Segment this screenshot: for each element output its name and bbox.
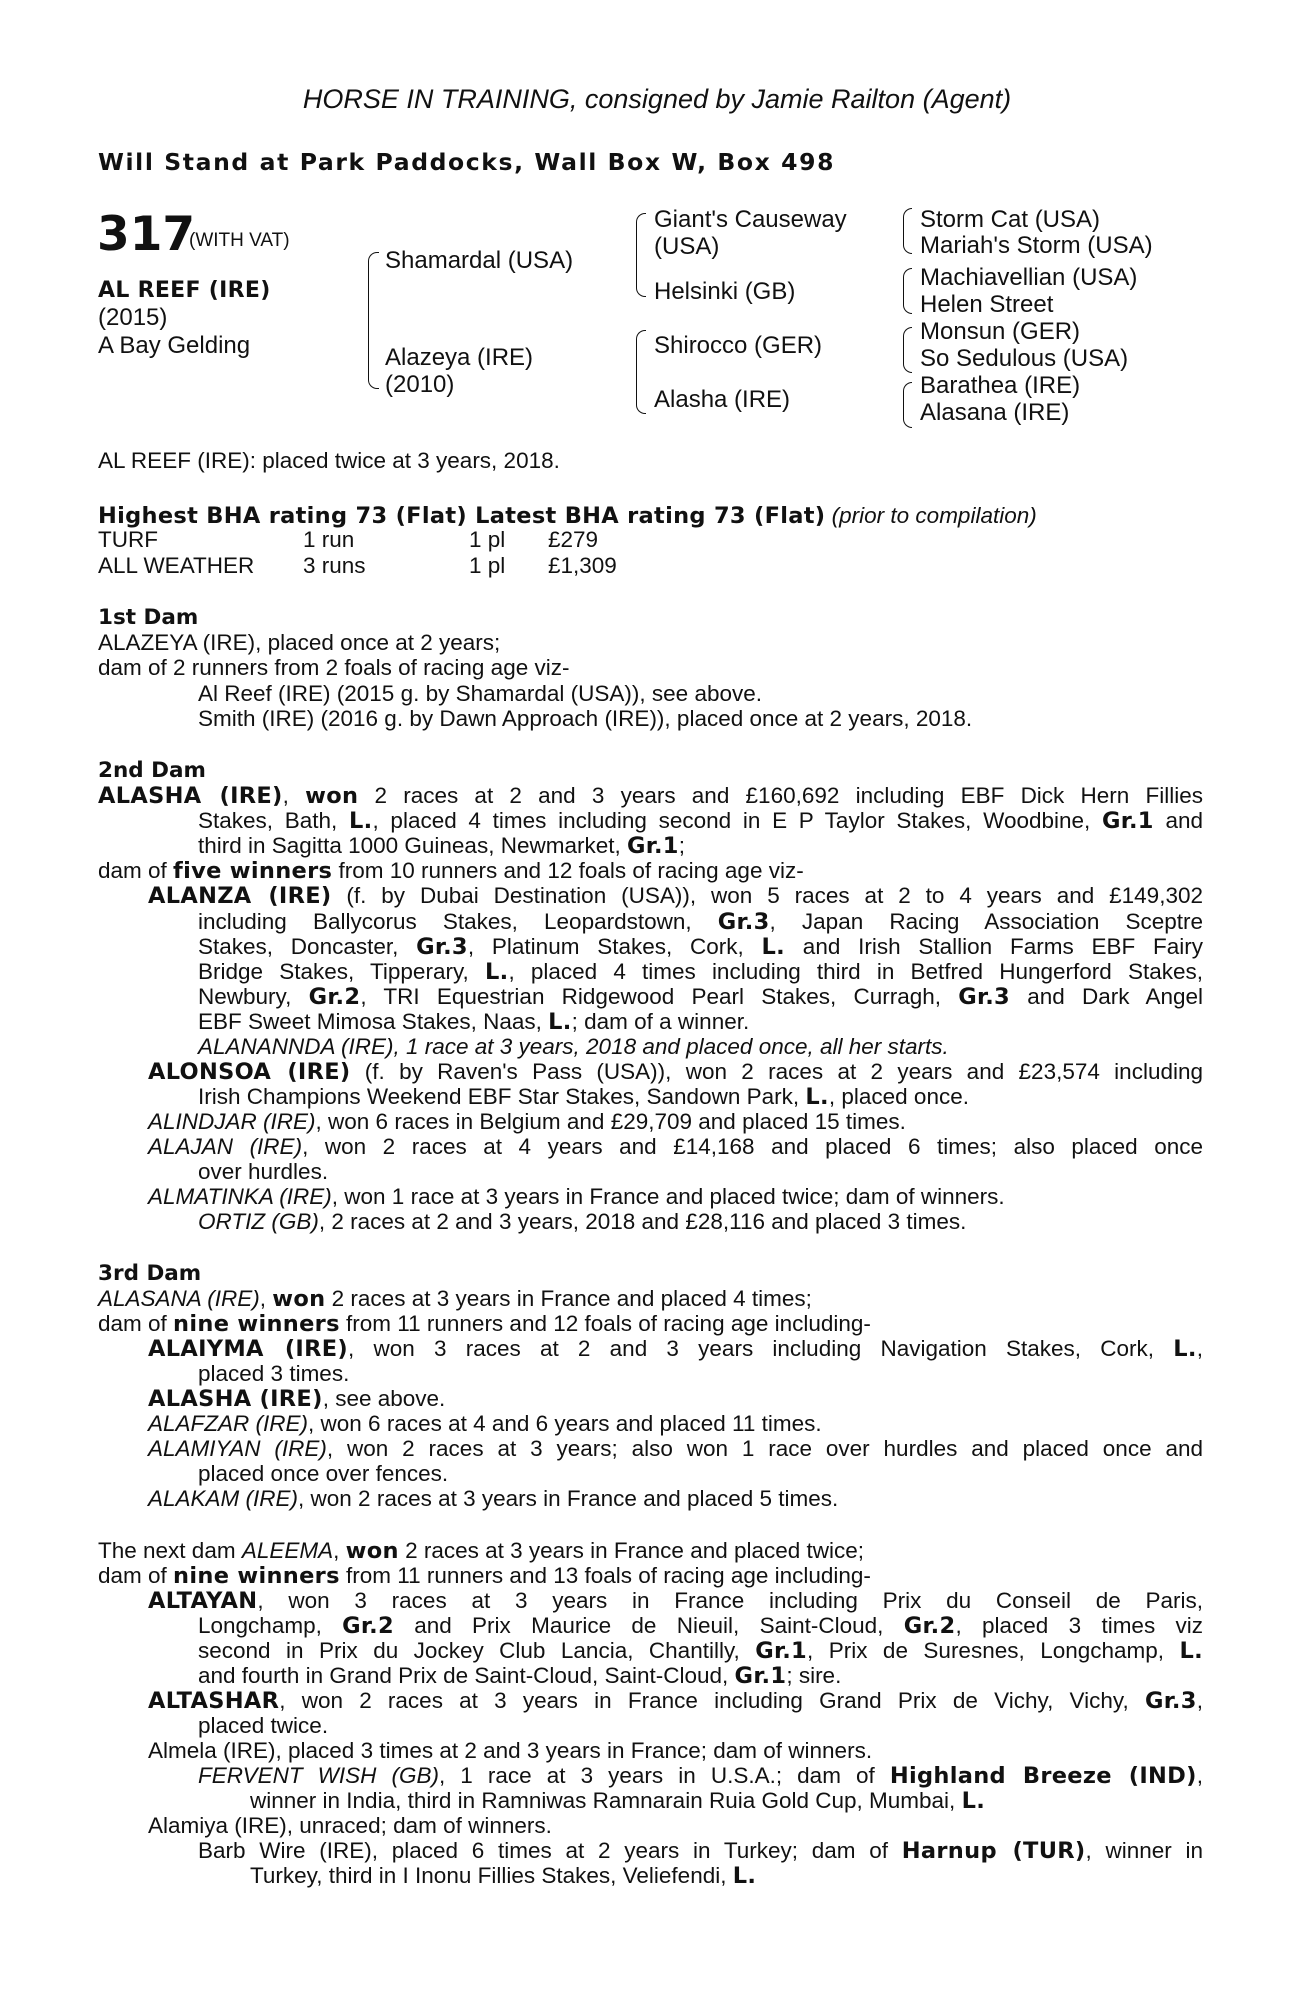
rating-note: (prior to compilation) bbox=[831, 503, 1037, 528]
pedigree-dam-dam: Alasha (IRE) bbox=[654, 386, 791, 413]
text-segment: Longchamp, bbox=[198, 1613, 343, 1638]
third-dam-line bbox=[148, 1486, 1203, 1511]
third-dam-line bbox=[148, 1386, 1203, 1412]
bold-text: ALANZA (IRE) bbox=[148, 883, 332, 909]
first-dam-line: ALAZEYA (IRE), placed once at 2 years; bbox=[98, 630, 501, 655]
fourth-dam-line bbox=[198, 1663, 1203, 1689]
pedigree-brace-sire bbox=[636, 213, 646, 297]
text-segment: , placed 3 times viz bbox=[955, 1613, 1203, 1638]
text-segment: , bbox=[1196, 1763, 1203, 1788]
second-dam-line bbox=[198, 1209, 1203, 1234]
third-dam-heading: 3rd Dam bbox=[98, 1261, 202, 1286]
bold-text: L. bbox=[761, 934, 786, 960]
italic-text: ORTIZ (GB) bbox=[198, 1209, 319, 1234]
bold-text: nine winners bbox=[173, 1563, 340, 1589]
fourth-dam-line bbox=[198, 1713, 1203, 1738]
pedigree-g1: Storm Cat (USA) bbox=[920, 206, 1101, 233]
pedigree-brace-g2 bbox=[903, 268, 912, 314]
pedigree-brace-g3 bbox=[903, 327, 912, 373]
second-dam-line bbox=[198, 1009, 1203, 1035]
third-dam-line bbox=[98, 1311, 1203, 1337]
bold-text: L. bbox=[805, 1084, 829, 1110]
consignor-title: HORSE IN TRAINING, consigned by Jamie Railton (Agent) bbox=[302, 84, 1012, 114]
italic-text: ALASANA (IRE) bbox=[98, 1286, 260, 1311]
pedigree-brace-dam bbox=[636, 330, 646, 414]
text-segment: placed 3 times. bbox=[198, 1361, 350, 1386]
record-placed: 1 pl bbox=[469, 553, 506, 578]
bold-text: Gr.1 bbox=[626, 833, 679, 859]
bold-text: won bbox=[345, 1538, 399, 1564]
second-dam-line bbox=[148, 1059, 1203, 1085]
pedigree-dam: Alazeya (IRE) bbox=[385, 344, 534, 371]
italic-text: ALAJAN (IRE) bbox=[148, 1134, 303, 1159]
text-segment: dam of bbox=[98, 1563, 174, 1588]
bold-text: L. bbox=[732, 1863, 757, 1889]
text-segment: and bbox=[1153, 808, 1204, 833]
text-segment: Bridge Stakes, Tipperary, bbox=[198, 959, 485, 984]
bold-text: ALAIYMA (IRE) bbox=[148, 1336, 348, 1362]
second-dam-line bbox=[198, 1159, 1203, 1184]
text-segment: from 10 runners and 12 foals of racing age viz- bbox=[332, 858, 804, 883]
text-segment: , won 6 races at 4 and 6 years and placed 11 times. bbox=[308, 1411, 822, 1436]
text-segment: , 2 races at 2 and 3 years, 2018 and £28,116 and placed 3 times. bbox=[318, 1209, 967, 1234]
text-segment: placed twice. bbox=[198, 1713, 329, 1738]
bold-text: Harnup (TUR) bbox=[901, 1838, 1086, 1864]
bold-text: ALONSOA (IRE) bbox=[148, 1059, 351, 1085]
record-prize: £279 bbox=[548, 527, 599, 552]
second-dam-line bbox=[148, 1109, 1203, 1134]
second-dam-line bbox=[198, 909, 1203, 935]
third-dam-line bbox=[198, 1461, 1203, 1486]
text-segment: , won 2 races at 3 years; also won 1 race over hurdles and placed once and bbox=[326, 1436, 1203, 1461]
pedigree-g2: Mariah's Storm (USA) bbox=[920, 232, 1153, 259]
bold-text: Gr.1 bbox=[755, 1638, 808, 1664]
bold-text: L. bbox=[961, 1788, 986, 1814]
second-dam-line bbox=[98, 783, 1203, 809]
record-placed: 1 pl bbox=[469, 527, 506, 552]
horse-name: AL REEF (IRE) bbox=[98, 278, 271, 303]
fourth-dam-line bbox=[198, 1638, 1203, 1664]
bold-text: Gr.1 bbox=[734, 1663, 787, 1689]
pedigree-sire-sire: Giant's Causeway bbox=[654, 206, 847, 233]
text-segment: , TRI Equestrian Ridgewood Pearl Stakes, Curragh, bbox=[360, 984, 959, 1009]
third-dam-line bbox=[148, 1336, 1203, 1362]
bold-text: ALTASHAR bbox=[148, 1688, 280, 1714]
italic-text: ALMATINKA (IRE) bbox=[148, 1184, 332, 1209]
text-segment: , won 6 races in Belgium and £29,709 and placed 15 times. bbox=[315, 1109, 906, 1134]
fourth-dam-line bbox=[148, 1588, 1203, 1614]
text-segment: placed once over fences. bbox=[198, 1461, 449, 1486]
italic-text: ALANANNDA (IRE) bbox=[198, 1034, 394, 1059]
bold-text: L. bbox=[1173, 1336, 1197, 1362]
pedigree-g4: Helen Street bbox=[920, 291, 1054, 318]
bold-text: nine winners bbox=[173, 1311, 340, 1337]
third-dam-line bbox=[148, 1436, 1203, 1461]
fourth-dam-line bbox=[198, 1763, 1203, 1789]
text-segment: 2 races at 3 years in France and placed twice; bbox=[398, 1538, 865, 1563]
text-segment: Newbury, bbox=[198, 984, 309, 1009]
bold-text: Gr.2 bbox=[308, 984, 361, 1010]
bold-text: L. bbox=[1179, 1638, 1203, 1664]
second-dam-line bbox=[198, 984, 1203, 1010]
pedigree-dam-year: (2010) bbox=[385, 371, 455, 398]
second-dam-line bbox=[198, 959, 1203, 985]
text-segment: second in Prix du Jockey Club Lancia, Chantilly, bbox=[198, 1638, 756, 1663]
bold-text: L. bbox=[348, 808, 373, 834]
text-segment: (f. by Dubai Destination (USA)), won 5 races at 2 to 4 years and £149,302 bbox=[331, 883, 1203, 908]
fourth-dam-line bbox=[250, 1788, 1203, 1814]
text-segment: EBF Sweet Mimosa Stakes, Naas, bbox=[198, 1009, 549, 1034]
bold-text: Gr.3 bbox=[717, 909, 770, 935]
text-segment: , Platinum Stakes, Cork, bbox=[467, 934, 762, 959]
fourth-dam-line bbox=[198, 1838, 1203, 1864]
text-segment: ; sire. bbox=[786, 1663, 842, 1688]
fourth-dam-line bbox=[148, 1738, 1203, 1763]
fourth-dam-line bbox=[198, 1613, 1203, 1639]
first-dam-heading: 1st Dam bbox=[98, 605, 199, 630]
bold-text: won bbox=[272, 1286, 326, 1312]
bold-text: won bbox=[305, 783, 359, 809]
text-segment: , placed once. bbox=[828, 1084, 969, 1109]
rating-text: Highest BHA rating 73 (Flat) Latest BHA rating 73 (Flat) bbox=[98, 503, 826, 529]
italic-text: ALAMIYAN (IRE) bbox=[148, 1436, 327, 1461]
text-segment: , Japan Racing Association Sceptre bbox=[769, 909, 1203, 934]
text-segment: 2 races at 2 and 3 years and £160,692 including EBF Dick Hern Fillies bbox=[358, 783, 1203, 808]
pedigree-brace-main bbox=[368, 252, 379, 389]
third-dam-line bbox=[198, 1361, 1203, 1386]
first-dam-produce: Smith (IRE) (2016 g. by Dawn Approach (IRE)), placed once at 2 years, 2018. bbox=[198, 706, 973, 731]
text-segment: Alamiya (IRE), unraced; dam of winners. bbox=[148, 1813, 552, 1838]
bold-text: ALTAYAN bbox=[148, 1588, 258, 1614]
record-runs: 1 run bbox=[303, 527, 355, 552]
second-dam-line bbox=[148, 883, 1203, 909]
text-segment: , won 2 races at 3 years in France and placed 5 times. bbox=[298, 1486, 839, 1511]
pedigree-brace-g1 bbox=[903, 208, 912, 254]
italic-text: ALINDJAR (IRE) bbox=[148, 1109, 316, 1134]
text-segment: from 11 runners and 13 foals of racing age including- bbox=[339, 1563, 871, 1588]
text-segment: , won 3 races at 3 years in France including Prix du Conseil de Paris, bbox=[257, 1588, 1203, 1613]
second-dam-line bbox=[98, 858, 1203, 884]
text-segment: Barb Wire (IRE), placed 6 times at 2 years in Turkey; dam of bbox=[198, 1838, 902, 1863]
record-surface: ALL WEATHER bbox=[98, 553, 255, 578]
third-dam-line bbox=[98, 1286, 1203, 1312]
pedigree-g8: Alasana (IRE) bbox=[920, 399, 1070, 426]
text-segment: , bbox=[282, 783, 306, 808]
text-segment: and Prix Maurice de Nieuil, Saint-Cloud, bbox=[393, 1613, 904, 1638]
bold-text: Gr.1 bbox=[1102, 808, 1154, 834]
fourth-dam-line bbox=[148, 1688, 1203, 1714]
pedigree-sire: Shamardal (USA) bbox=[385, 247, 574, 274]
text-segment: Irish Champions Weekend EBF Star Stakes, Sandown Park, bbox=[198, 1084, 806, 1109]
italic-text: ALAFZAR (IRE) bbox=[148, 1411, 309, 1436]
text-segment: Stakes, Bath, bbox=[198, 808, 349, 833]
text-segment: , winner in bbox=[1085, 1838, 1204, 1863]
italic-text: , 1 race at 3 years, 2018 and placed once, all her starts. bbox=[393, 1034, 949, 1059]
text-segment: winner in India, third in Ramniwas Ramnarain Ruia Gold Cup, Mumbai, bbox=[250, 1788, 962, 1813]
second-dam-line bbox=[198, 833, 1203, 859]
first-dam-produce: Al Reef (IRE) (2015 g. by Shamardal (USA)), see above. bbox=[198, 681, 762, 706]
italic-text: ALAKAM (IRE) bbox=[148, 1486, 299, 1511]
text-segment: , won 2 races at 4 years and £14,168 and placed 6 times; also placed once bbox=[302, 1134, 1203, 1159]
race-summary: AL REEF (IRE): placed twice at 3 years, 2018. bbox=[98, 448, 560, 473]
pedigree-g3: Machiavellian (USA) bbox=[920, 264, 1138, 291]
text-segment: , won 2 races at 3 years in France including Grand Prix de Vichy, Vichy, bbox=[279, 1688, 1145, 1713]
horse-description: A Bay Gelding bbox=[98, 332, 251, 359]
second-dam-line bbox=[148, 1184, 1203, 1209]
fourth-dam-line bbox=[250, 1863, 1203, 1889]
first-dam-line: dam of 2 runners from 2 foals of racing age viz- bbox=[98, 655, 570, 680]
text-segment: dam of bbox=[98, 858, 174, 883]
text-segment: , won 3 races at 2 and 3 years including Navigation Stakes, Cork, bbox=[347, 1336, 1174, 1361]
text-segment: Stakes, Doncaster, bbox=[198, 934, 417, 959]
text-segment: The next dam bbox=[98, 1538, 242, 1563]
bold-text: Gr.2 bbox=[342, 1613, 394, 1639]
italic-text: FERVENT WISH (GB) bbox=[198, 1763, 439, 1788]
stand-location: Will Stand at Park Paddocks, Wall Box W, Box 498 bbox=[98, 148, 836, 176]
bold-text: Gr.3 bbox=[1144, 1688, 1197, 1714]
text-segment: (f. by Raven's Pass (USA)), won 2 races at 2 years and £23,574 including bbox=[350, 1059, 1203, 1084]
pedigree-sire-dam: Helsinki (GB) bbox=[654, 278, 796, 305]
bold-text: L. bbox=[548, 1009, 572, 1035]
text-segment: ; dam of a winner. bbox=[571, 1009, 750, 1034]
text-segment: and Irish Stallion Farms EBF Fairy bbox=[785, 934, 1203, 959]
text-segment: Almela (IRE), placed 3 times at 2 and 3 years in France; dam of winners. bbox=[148, 1738, 873, 1763]
second-dam-line bbox=[198, 1034, 1203, 1059]
text-segment: and Dark Angel bbox=[1010, 984, 1204, 1009]
text-segment: , bbox=[259, 1286, 273, 1311]
record-surface: TURF bbox=[98, 527, 158, 552]
italic-text: ALEEMA bbox=[241, 1538, 334, 1563]
pedigree-g6: So Sedulous (USA) bbox=[920, 345, 1129, 372]
text-segment: third in Sagitta 1000 Guineas, Newmarket, bbox=[198, 833, 627, 858]
fourth-dam-line bbox=[98, 1538, 1203, 1564]
record-prize: £1,309 bbox=[548, 553, 617, 578]
text-segment: , Prix de Suresnes, Longchamp, bbox=[807, 1638, 1180, 1663]
bold-text: five winners bbox=[173, 858, 333, 884]
text-segment: Turkey, third in I Inonu Fillies Stakes, Veliefendi, bbox=[250, 1863, 733, 1888]
foaling-year: (2015) bbox=[98, 304, 168, 331]
text-segment: , bbox=[1196, 1688, 1203, 1713]
second-dam-line bbox=[198, 934, 1203, 960]
text-segment: ; bbox=[678, 833, 686, 858]
record-runs: 3 runs bbox=[303, 553, 366, 578]
pedigree-dam-sire: Shirocco (GER) bbox=[654, 332, 823, 359]
pedigree-g7: Barathea (IRE) bbox=[920, 372, 1081, 399]
vat-note: (WITH VAT) bbox=[189, 230, 290, 251]
text-segment: dam of bbox=[98, 1311, 174, 1336]
text-segment: , placed 4 times including second in E P Taylor Stakes, Woodbine, bbox=[372, 808, 1102, 833]
text-segment: 2 races at 3 years in France and placed 4 times; bbox=[325, 1286, 812, 1311]
bold-text: ALASHA (IRE) bbox=[98, 783, 283, 809]
bold-text: L. bbox=[484, 959, 509, 985]
bold-text: Gr.2 bbox=[903, 1613, 956, 1639]
pedigree-g5: Monsun (GER) bbox=[920, 318, 1081, 345]
text-segment: , 1 race at 3 years in U.S.A.; dam of bbox=[438, 1763, 890, 1788]
bold-text: Gr.3 bbox=[416, 934, 468, 960]
text-segment: , bbox=[1196, 1336, 1203, 1361]
bold-text: Highland Breeze (IND) bbox=[889, 1763, 1197, 1789]
second-dam-line bbox=[198, 1084, 1203, 1110]
bold-text: ALASHA (IRE) bbox=[148, 1386, 323, 1412]
text-segment: from 11 runners and 12 foals of racing age including- bbox=[339, 1311, 871, 1336]
fourth-dam-line bbox=[98, 1563, 1203, 1589]
pedigree-sire-sire-country: (USA) bbox=[654, 233, 720, 260]
third-dam-line bbox=[148, 1411, 1203, 1436]
text-segment: , placed 4 times including third in Betfred Hungerford Stakes, bbox=[508, 959, 1204, 984]
pedigree-brace-g4 bbox=[903, 382, 912, 428]
bold-text: Gr.3 bbox=[958, 984, 1010, 1010]
rating-line bbox=[98, 503, 1203, 529]
text-segment: , bbox=[333, 1538, 346, 1563]
text-segment: and fourth in Grand Prix de Saint-Cloud, Saint-Cloud, bbox=[198, 1663, 735, 1688]
text-segment: including Ballycorus Stakes, Leopardstown, bbox=[198, 909, 718, 934]
second-dam-line bbox=[198, 808, 1203, 834]
fourth-dam-line bbox=[148, 1813, 1203, 1838]
second-dam-heading: 2nd Dam bbox=[98, 758, 206, 783]
text-segment: , see above. bbox=[322, 1386, 446, 1411]
lot-number: 317 bbox=[97, 207, 196, 262]
text-segment: over hurdles. bbox=[198, 1159, 329, 1184]
second-dam-line bbox=[148, 1134, 1203, 1159]
text-segment: , won 1 race at 3 years in France and placed twice; dam of winners. bbox=[331, 1184, 1005, 1209]
